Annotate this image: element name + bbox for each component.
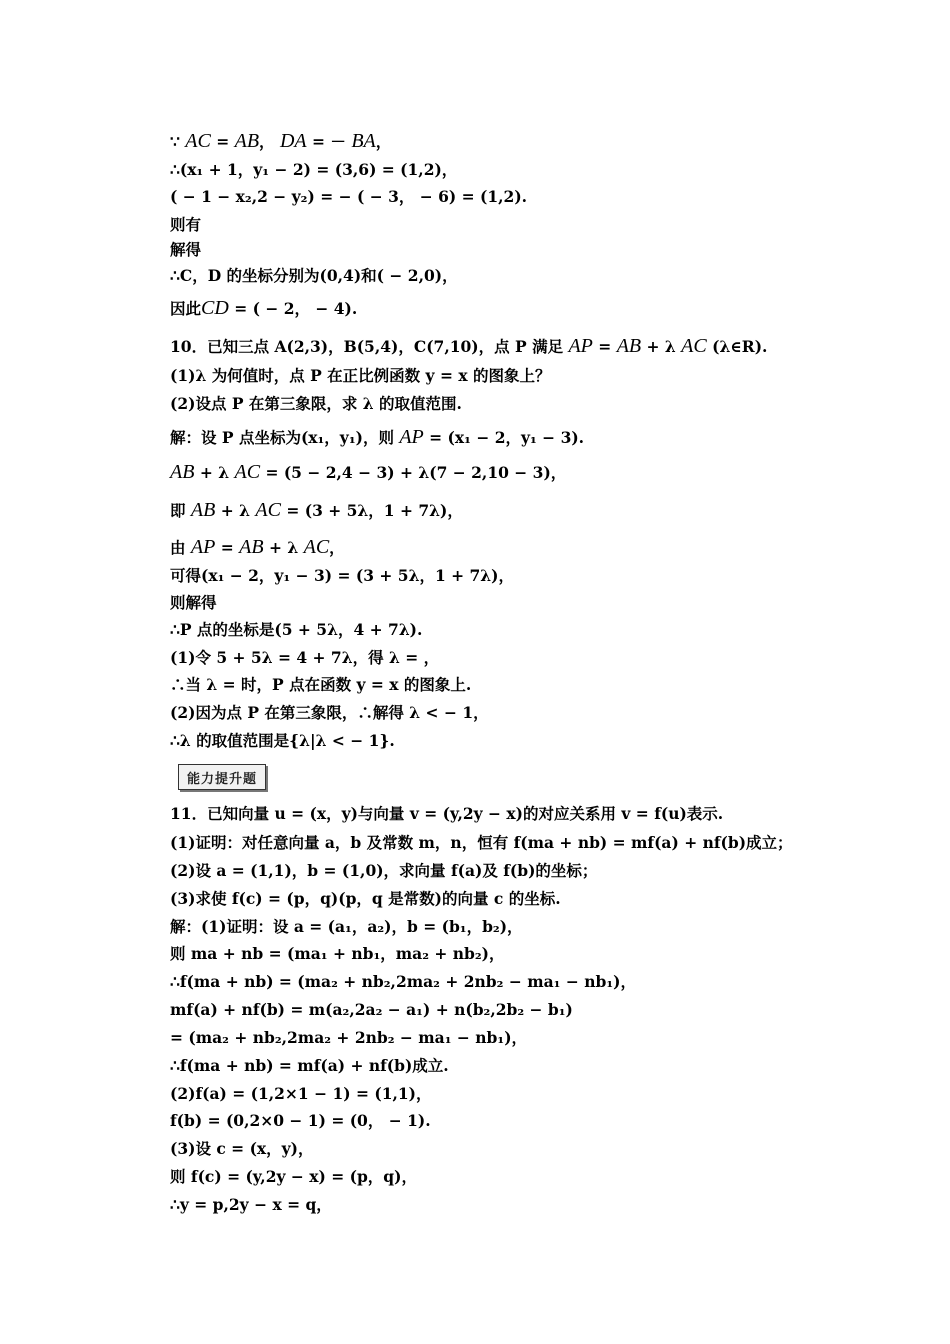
text-run: mf(a) + nf(b) = m(a₂,2a₂ − a₁) + n(b₂,2b₂ − b₁) xyxy=(170,1000,573,1019)
text-line xyxy=(170,650,439,666)
vector-symbol: AC xyxy=(681,335,707,357)
text-line xyxy=(170,1002,573,1018)
vector-symbol: AC xyxy=(303,536,330,558)
text-line xyxy=(170,568,514,584)
text-run: (3)求使 f(c) = (p，q)(p，q 是常数)的向量 c 的坐标. xyxy=(170,889,561,908)
text-line xyxy=(170,336,767,356)
text-line xyxy=(170,1058,449,1074)
text-line xyxy=(170,368,551,384)
text-run: + λ xyxy=(215,501,256,520)
text-run: f(b) = (0,2×0 − 1) = (0， − 1). xyxy=(170,1111,431,1130)
text-line xyxy=(170,268,458,284)
text-line xyxy=(170,131,391,151)
vector-symbol: BA xyxy=(351,130,376,152)
vector-symbol: AC xyxy=(255,499,281,521)
text-run: + λ xyxy=(641,337,682,356)
text-run: = － xyxy=(306,132,352,151)
text-run: (2)因为点 P 在第三象限，∴解得 λ < − 1， xyxy=(170,703,489,722)
vector-symbol: AB xyxy=(616,335,642,357)
text-run: = ( − 2， − 4). xyxy=(228,299,358,318)
text-line xyxy=(170,396,462,412)
text-line xyxy=(170,677,471,693)
text-run: 由 xyxy=(170,538,191,557)
text-run: 10．已知三点 A(2,3)，B(5,4)，C(7,10)，点 P 满足 xyxy=(170,337,569,356)
text-line xyxy=(170,863,597,879)
text-run: (2)设 a = (1,1)，b = (1,0)，求向量 f(a)及 f(b)的坐标； xyxy=(170,861,598,880)
text-line xyxy=(170,1113,431,1129)
text-run: ， xyxy=(329,538,345,557)
text-line xyxy=(170,733,395,749)
text-line xyxy=(170,891,561,907)
vector-symbol: AP xyxy=(568,335,593,357)
text-run: ∵ xyxy=(170,132,186,151)
text-run: ( − 1 − x₂,2 − y₂) = − ( − 3， − 6) = (1,2). xyxy=(170,187,528,206)
text-run: ∴P 点的坐标是(5 + 5λ，4 + 7λ). xyxy=(170,620,423,639)
vector-symbol: AC xyxy=(234,461,261,483)
text-run: = (5 − 2,4 − 3) + λ(7 − 2,10 − 3)， xyxy=(260,463,567,482)
text-run: ∴f(ma + nb) = (ma₂ + nb₂,2ma₂ + 2nb₂ − ma₁ − nb₁)， xyxy=(170,972,636,991)
text-run: (2)f(a) = (1,2×1 − 1) = (1,1)， xyxy=(170,1084,432,1103)
vector-symbol: AP xyxy=(399,426,424,448)
vector-symbol: AP xyxy=(190,536,216,558)
text-run: ∴λ 的取值范围是{λ|λ < − 1}. xyxy=(170,731,395,750)
vector-symbol: AB xyxy=(234,130,260,152)
text-run: (1)λ 为何值时，点 P 在正比例函数 y = x 的图象上？ xyxy=(170,366,551,385)
text-line xyxy=(170,298,357,318)
text-line xyxy=(170,1169,417,1185)
text-line xyxy=(170,1141,313,1157)
text-line xyxy=(170,427,584,447)
text-run: 则 ma + nb = (ma₁ + nb₁，ma₂ + nb₂)， xyxy=(170,944,505,963)
text-run: + λ xyxy=(194,463,235,482)
text-line xyxy=(170,162,457,178)
vector-symbol: AB xyxy=(190,499,216,521)
text-run: 解：(1)证明：设 a = (a₁，a₂)，b = (b₁，b₂)， xyxy=(170,917,523,936)
text-run: ∴(x₁ + 1，y₁ − 2) = (3,6) = (1,2)， xyxy=(170,160,458,179)
text-run: 则 f(c) = (y,2y − x) = (p，q)， xyxy=(170,1167,417,1186)
text-run: (2)设点 P 在第三象限，求 λ 的取值范围. xyxy=(170,394,462,413)
vector-symbol: DA xyxy=(279,130,307,152)
text-line xyxy=(170,919,523,935)
section-badge: 能力提升题 xyxy=(178,764,266,790)
text-line xyxy=(170,595,217,611)
text-line xyxy=(170,705,489,721)
text-line xyxy=(170,242,201,258)
text-run: ∴当 λ = 时，P 点在函数 y = x 的图象上. xyxy=(170,675,472,694)
text-run: ， xyxy=(375,132,392,151)
text-line xyxy=(170,462,566,482)
text-line xyxy=(170,1030,527,1046)
text-line xyxy=(170,1086,432,1102)
text-line xyxy=(170,946,505,962)
text-line xyxy=(170,1197,332,1213)
text-run: 则有 xyxy=(170,215,202,234)
text-run: 因此 xyxy=(170,299,202,318)
text-line xyxy=(170,835,793,851)
text-run: 即 xyxy=(170,501,191,520)
text-run: ∴f(ma + nb) = mf(a) + nf(b)成立. xyxy=(170,1056,449,1075)
text-run: (1)令 5 + 5λ = 4 + 7λ，得 λ = ， xyxy=(170,648,440,667)
vector-symbol: CD xyxy=(201,297,229,319)
text-run: (3)设 c = (x，y)， xyxy=(170,1139,314,1158)
text-run: 可得(x₁ − 2，y₁ − 3) = (3 + 5λ，1 + 7λ)， xyxy=(170,566,515,585)
text-run: 解：设 P 点坐标为(x₁，y₁)，则 xyxy=(170,428,400,447)
text-run: = (x₁ − 2，y₁ − 3). xyxy=(423,428,585,447)
text-run: ， xyxy=(259,132,280,151)
text-run: = (ma₂ + nb₂,2ma₂ + 2nb₂ − ma₁ − nb₁)， xyxy=(170,1028,528,1047)
text-run: + λ xyxy=(263,538,304,557)
vector-symbol: AB xyxy=(170,461,195,483)
vector-symbol: AC xyxy=(185,130,211,152)
text-run: = (3 + 5λ，1 + 7λ)， xyxy=(280,501,463,520)
text-run: 则解得 xyxy=(170,593,217,612)
text-line xyxy=(170,622,422,638)
text-run: 解得 xyxy=(170,240,202,259)
text-line xyxy=(170,500,463,520)
text-run: 11．已知向量 u = (x，y)与向量 v = (y,2y − x)的对应关系用 v = f(u)表示. xyxy=(170,804,724,823)
text-line xyxy=(170,537,345,557)
text-line xyxy=(170,974,636,990)
text-run: (1)证明：对任意向量 a，b 及常数 m，n，恒有 f(ma + nb) = mf(a) + nf(b)成立； xyxy=(170,833,793,852)
text-run: ∴y = p,2y − x = q， xyxy=(170,1195,332,1214)
text-line xyxy=(170,217,201,233)
text-run: (λ∈R). xyxy=(706,337,768,356)
text-line xyxy=(170,189,527,205)
vector-symbol: AB xyxy=(239,536,264,558)
text-run: ∴C，D 的坐标分别为(0,4)和( − 2,0)， xyxy=(170,266,458,285)
text-run: = xyxy=(592,337,617,356)
text-run: = xyxy=(210,132,235,151)
text-run: = xyxy=(215,538,240,557)
text-line xyxy=(170,806,723,822)
